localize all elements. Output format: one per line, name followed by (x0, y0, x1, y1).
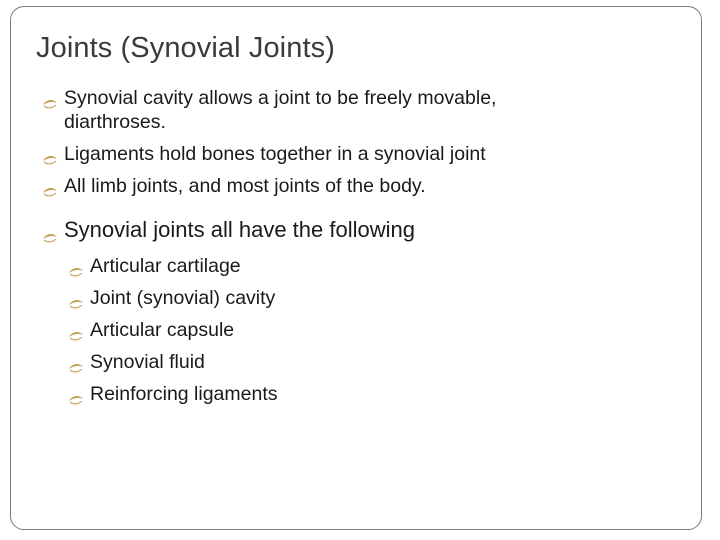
leaf-bullet-icon (42, 180, 58, 192)
leaf-bullet-icon (68, 356, 84, 368)
sub-bullet-text: Articular cartilage (90, 255, 241, 277)
bullet-text: Synovial joints all have the following (64, 217, 415, 242)
bullet-item (64, 174, 426, 198)
bullet-item (64, 217, 415, 243)
bullet-item (64, 142, 486, 166)
sub-bullet-item (90, 350, 205, 374)
sub-bullet-text: Articular capsule (90, 319, 235, 341)
sub-bullet-item (90, 382, 278, 406)
leaf-bullet-icon (68, 292, 84, 304)
leaf-bullet-icon (68, 388, 84, 400)
leaf-bullet-icon (68, 260, 84, 272)
sub-bullet-text: Reinforcing ligaments (90, 383, 278, 405)
sub-bullet-text: Joint (synovial) cavity (90, 287, 276, 309)
leaf-bullet-icon (42, 148, 58, 160)
bullet-text: Synovial cavity allows a joint to be freely movable, (64, 87, 497, 109)
sub-bullet-item (90, 254, 241, 278)
sub-bullet-item (90, 286, 275, 310)
bullet-continuation: diarthroses. (64, 111, 166, 133)
bullet-item (64, 86, 496, 110)
sub-bullet-text: Synovial fluid (90, 351, 205, 373)
bullet-text: All limb joints, and most joints of the body. (64, 175, 426, 197)
slide-title: Joints (Synovial Joints) (36, 32, 335, 64)
sub-bullet-item (90, 318, 234, 342)
bullet-text: Ligaments hold bones together in a synovial joint (64, 143, 486, 165)
leaf-bullet-icon (42, 224, 58, 236)
leaf-bullet-icon (42, 92, 58, 104)
leaf-bullet-icon (68, 324, 84, 336)
